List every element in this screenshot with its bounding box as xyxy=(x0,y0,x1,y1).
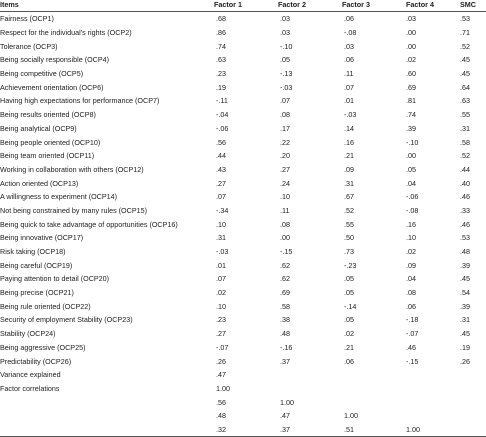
factor-2-value: .00 xyxy=(280,233,290,243)
smc-value: .45 xyxy=(460,329,470,339)
item-label: Being people oriented (OCP10) xyxy=(0,137,101,147)
factor-4-value: .39 xyxy=(406,123,416,133)
factor-3-value: .03 xyxy=(344,41,354,51)
smc-value: .19 xyxy=(460,342,470,352)
factor-2-value: .38 xyxy=(280,315,290,325)
factor-1-value: .86 xyxy=(216,28,226,38)
smc-value: .63 xyxy=(460,96,470,106)
table-row xyxy=(0,108,486,122)
factor-1-value: .26 xyxy=(216,356,226,366)
factor-3-value: .16 xyxy=(344,137,354,147)
item-label: Being innovative (OCP17) xyxy=(0,233,84,243)
item-label: Paying attention to detail (OCP20) xyxy=(0,274,110,284)
header-smc: SMC xyxy=(460,0,486,12)
header-row xyxy=(0,0,486,12)
factor-4-value xyxy=(406,382,460,396)
factor-3-value: .31 xyxy=(344,178,354,188)
factor-2-value: .03 xyxy=(280,28,290,38)
factor-2-value: -.16 xyxy=(280,342,293,352)
smc-value: .52 xyxy=(460,151,470,161)
factor-1-value: .43 xyxy=(216,164,226,174)
item-label: Being aggressive (OCP25) xyxy=(0,342,86,352)
factor-4-value: .16 xyxy=(406,219,416,229)
factor-3-value: .05 xyxy=(344,315,354,325)
item-label: Being socially responsible (OCP4) xyxy=(0,55,110,65)
table-row xyxy=(0,368,486,382)
factor-3-value: .06 xyxy=(344,55,354,65)
factor-4-value xyxy=(406,368,460,382)
table-row xyxy=(0,231,486,245)
item-label: Being precise (OCP21) xyxy=(0,288,74,298)
factor-2-value: .69 xyxy=(280,288,290,298)
smc-value: .48 xyxy=(460,247,470,257)
factor-2-value: .48 xyxy=(280,329,290,339)
factor-2-value: -.10 xyxy=(280,41,293,51)
factor-3-value: -.08 xyxy=(344,28,357,38)
factor-1-value: .27 xyxy=(216,329,226,339)
table-row xyxy=(0,149,486,163)
factor-1-value: 1.00 xyxy=(216,383,230,393)
item-label: Being competitive (OCP5) xyxy=(0,69,84,79)
factor-4-value: .04 xyxy=(406,178,416,188)
factor-1-value: .74 xyxy=(216,41,226,51)
factor-2-value: .47 xyxy=(280,411,290,421)
smc-value: .31 xyxy=(460,123,470,133)
factor-1-value: .63 xyxy=(216,55,226,65)
table-row xyxy=(0,272,486,286)
smc-value: .31 xyxy=(460,315,470,325)
smc-value xyxy=(460,395,486,409)
smc-value: .64 xyxy=(460,82,470,92)
factor-2-value: -.03 xyxy=(280,82,293,92)
factor-4-value: .69 xyxy=(406,82,416,92)
factor-3-value: .51 xyxy=(342,423,406,437)
factor-1-value: .56 xyxy=(216,137,226,147)
factor-3-value: .09 xyxy=(344,164,354,174)
item-label: A willingness to experiment (OCP14) xyxy=(0,192,118,202)
factor-1-value: .19 xyxy=(216,82,226,92)
factor-4-value: .00 xyxy=(406,151,416,161)
item-label: Tolerance (OCP3) xyxy=(0,41,58,51)
item-label: Action oriented (OCP13) xyxy=(0,178,79,188)
factor-1-value: .10 xyxy=(216,219,226,229)
factor-4-value: 1.00 xyxy=(406,423,460,437)
factor-3-value: .05 xyxy=(344,274,354,284)
header-factor-4: Factor 4 xyxy=(406,0,460,12)
table-row xyxy=(0,12,486,26)
table-row xyxy=(0,423,486,437)
smc-value: .46 xyxy=(460,192,470,202)
item-label: Security of employment Stability (OCP23) xyxy=(0,315,133,325)
factor-3-value: .52 xyxy=(344,205,354,215)
item-label: Stability (OCP24) xyxy=(0,329,56,339)
factor-2-value: .62 xyxy=(280,260,290,270)
smc-value: .39 xyxy=(460,260,470,270)
factor-3-value: -.14 xyxy=(344,301,357,311)
smc-value xyxy=(460,409,486,423)
factor-3-value xyxy=(342,368,406,382)
table-row xyxy=(0,245,486,259)
factor-3-value xyxy=(342,395,406,409)
item-label: Achievement orientation (OCP6) xyxy=(0,82,104,92)
smc-value: .53 xyxy=(460,233,470,243)
factor-1-value: .31 xyxy=(216,233,226,243)
factor-2-value: .07 xyxy=(280,96,290,106)
table-row xyxy=(0,39,486,53)
factor-2-value: .17 xyxy=(280,123,290,133)
table-row xyxy=(0,67,486,81)
item-label: Not being constrained by many rules (OCP15) xyxy=(0,205,148,215)
table-body xyxy=(0,12,486,437)
factor-3-value: .11 xyxy=(344,69,354,79)
table-row xyxy=(0,258,486,272)
table-row xyxy=(0,313,486,327)
factor-4-value: .00 xyxy=(406,28,416,38)
item-label: Factor correlations xyxy=(0,383,60,393)
factor-2-value: .58 xyxy=(280,301,290,311)
table-row xyxy=(0,341,486,355)
factor-1-value: .07 xyxy=(216,274,226,284)
smc-value: .53 xyxy=(460,14,470,24)
factor-1-value: -.07 xyxy=(216,342,229,352)
factor-3-value: .07 xyxy=(344,82,354,92)
factor-3-value: .73 xyxy=(344,247,354,257)
smc-value xyxy=(460,368,486,382)
factor-3-value: .21 xyxy=(344,342,354,352)
factor-4-value: .08 xyxy=(406,288,416,298)
factor-2-value: .27 xyxy=(280,164,290,174)
factor-3-value: .21 xyxy=(344,151,354,161)
item-label: Being quick to take advantage of opportunities (OCP16) xyxy=(0,219,178,229)
item-label xyxy=(0,409,214,423)
header-factor-2: Factor 2 xyxy=(278,0,342,12)
smc-value: .40 xyxy=(460,178,470,188)
table-row xyxy=(0,163,486,177)
factor-1-value: .47 xyxy=(216,370,226,380)
factor-1-value: -.11 xyxy=(216,96,228,106)
factor-4-value: .02 xyxy=(406,247,416,257)
smc-value: .45 xyxy=(460,69,470,79)
factor-4-value: -.18 xyxy=(406,315,419,325)
smc-value xyxy=(460,423,486,437)
factor-2-value: 1.00 xyxy=(280,397,294,407)
table-row xyxy=(0,176,486,190)
item-label: Having high expectations for performance (OCP7) xyxy=(0,96,160,106)
factor-3-value: .05 xyxy=(344,288,354,298)
factor-4-value: .10 xyxy=(406,233,416,243)
item-label: Fairness (OCP1) xyxy=(0,14,54,24)
factor-1-value: -.03 xyxy=(216,247,229,257)
item-label: Respect for the individual's rights (OCP2) xyxy=(0,28,132,38)
table-row xyxy=(0,190,486,204)
factor-2-value: .37 xyxy=(280,356,290,366)
smc-value: .52 xyxy=(460,41,470,51)
table-row xyxy=(0,327,486,341)
item-label: Risk taking (OCP18) xyxy=(0,247,66,257)
factor-2-value: .20 xyxy=(280,151,290,161)
factor-4-value: .09 xyxy=(406,260,416,270)
factor-2-value xyxy=(278,368,342,382)
factor-2-value: .08 xyxy=(280,110,290,120)
factor-4-value: .03 xyxy=(406,14,416,24)
factor-3-value: .06 xyxy=(344,356,354,366)
table-row xyxy=(0,26,486,40)
table-row xyxy=(0,299,486,313)
table-row xyxy=(0,354,486,368)
item-label: Being results oriented (OCP8) xyxy=(0,110,96,120)
table-row xyxy=(0,395,486,409)
factor-4-value xyxy=(406,409,460,423)
factor-3-value: .02 xyxy=(344,329,354,339)
factor-1-value: .23 xyxy=(216,315,226,325)
factor-4-value: .00 xyxy=(406,41,416,51)
table-row xyxy=(0,217,486,231)
factor-2-value xyxy=(278,382,342,396)
smc-value: .71 xyxy=(460,28,470,38)
factor-4-value: .46 xyxy=(406,342,416,352)
header-items: Items xyxy=(0,0,214,12)
smc-value: .45 xyxy=(460,55,470,65)
item-label: Variance explained xyxy=(0,370,61,380)
table-row xyxy=(0,204,486,218)
factor-3-value: .55 xyxy=(344,219,354,229)
factor-1-value: -.06 xyxy=(216,123,229,133)
table-row xyxy=(0,94,486,108)
smc-value: .44 xyxy=(460,164,470,174)
item-label: Being team oriented (OCP11) xyxy=(0,151,95,161)
factor-2-value: -.15 xyxy=(280,247,293,257)
factor-3-value: .67 xyxy=(344,192,354,202)
smc-value: .54 xyxy=(460,288,470,298)
item-label: Being careful (OCP19) xyxy=(0,260,73,270)
smc-value: .45 xyxy=(460,274,470,284)
table-row xyxy=(0,135,486,149)
factor-1-value: -.04 xyxy=(216,110,229,120)
factor-1-value: .32 xyxy=(214,423,278,437)
factor-1-value: .68 xyxy=(216,14,226,24)
factor-1-value: .56 xyxy=(216,397,226,407)
factor-4-value: .02 xyxy=(406,55,416,65)
factor-3-value xyxy=(342,382,406,396)
item-label: Being analytical (OCP9) xyxy=(0,123,77,133)
factor-2-value: .05 xyxy=(280,55,290,65)
factor-4-value: .81 xyxy=(406,96,416,106)
factor-1-value: .10 xyxy=(216,301,226,311)
factor-4-value: .04 xyxy=(406,274,416,284)
factor-1-value: .23 xyxy=(216,69,226,79)
factor-2-value: .10 xyxy=(280,192,290,202)
table-row xyxy=(0,80,486,94)
factor-4-value: .60 xyxy=(406,69,416,79)
table-row xyxy=(0,286,486,300)
table-row xyxy=(0,382,486,396)
factor-1-value: .01 xyxy=(216,260,226,270)
factor-4-value: .05 xyxy=(406,164,416,174)
factor-4-value: -.08 xyxy=(406,205,419,215)
factor-4-value: -.07 xyxy=(406,329,419,339)
factor-2-value: .24 xyxy=(280,178,290,188)
header-factor-1: Factor 1 xyxy=(214,0,278,12)
header-factor-3: Factor 3 xyxy=(342,0,406,12)
factor-2-value: .03 xyxy=(280,14,290,24)
factor-1-value: .48 xyxy=(216,411,226,421)
item-label xyxy=(0,423,214,437)
factor-3-value: .50 xyxy=(344,233,354,243)
table-row xyxy=(0,122,486,136)
smc-value: .58 xyxy=(460,137,470,147)
factor-2-value: .08 xyxy=(280,219,290,229)
smc-value xyxy=(460,382,486,396)
factor-3-value: .06 xyxy=(344,14,354,24)
factor-1-value: .02 xyxy=(216,288,226,298)
table-row xyxy=(0,53,486,67)
factor-1-value: .07 xyxy=(216,192,226,202)
item-label: Working in collaboration with others (OCP12) xyxy=(0,164,144,174)
factor-3-value: 1.00 xyxy=(344,411,358,421)
smc-value: .39 xyxy=(460,301,470,311)
factor-1-value: .44 xyxy=(216,151,226,161)
factor-4-value: .74 xyxy=(406,110,416,120)
factor-2-value: .22 xyxy=(280,137,290,147)
factor-1-value: -.34 xyxy=(216,205,229,215)
factor-2-value: .37 xyxy=(278,423,342,437)
item-label xyxy=(0,395,214,409)
smc-value: .55 xyxy=(460,110,470,120)
factor-4-value: -.10 xyxy=(406,137,419,147)
factor-2-value: -.13 xyxy=(280,69,293,79)
factor-2-value: .62 xyxy=(280,274,290,284)
factor-3-value: -.23 xyxy=(344,260,357,270)
factor-3-value: .01 xyxy=(344,96,354,106)
factor-4-value: .06 xyxy=(406,301,416,311)
item-label: Predictability (OCP26) xyxy=(0,356,72,366)
table-row xyxy=(0,409,486,423)
smc-value: .26 xyxy=(460,356,470,366)
factor-2-value: .11 xyxy=(280,205,290,215)
smc-value: .33 xyxy=(460,205,470,215)
item-label: Being rule oriented (OCP22) xyxy=(0,301,91,311)
smc-value: .46 xyxy=(460,219,470,229)
factor-1-value: .27 xyxy=(216,178,226,188)
factor-4-value: -.06 xyxy=(406,192,419,202)
table-header xyxy=(0,0,486,12)
factor-4-value: -.15 xyxy=(406,356,419,366)
factor-3-value: .14 xyxy=(344,123,354,133)
factor-4-value xyxy=(406,395,460,409)
factor-3-value: -.03 xyxy=(344,110,357,120)
